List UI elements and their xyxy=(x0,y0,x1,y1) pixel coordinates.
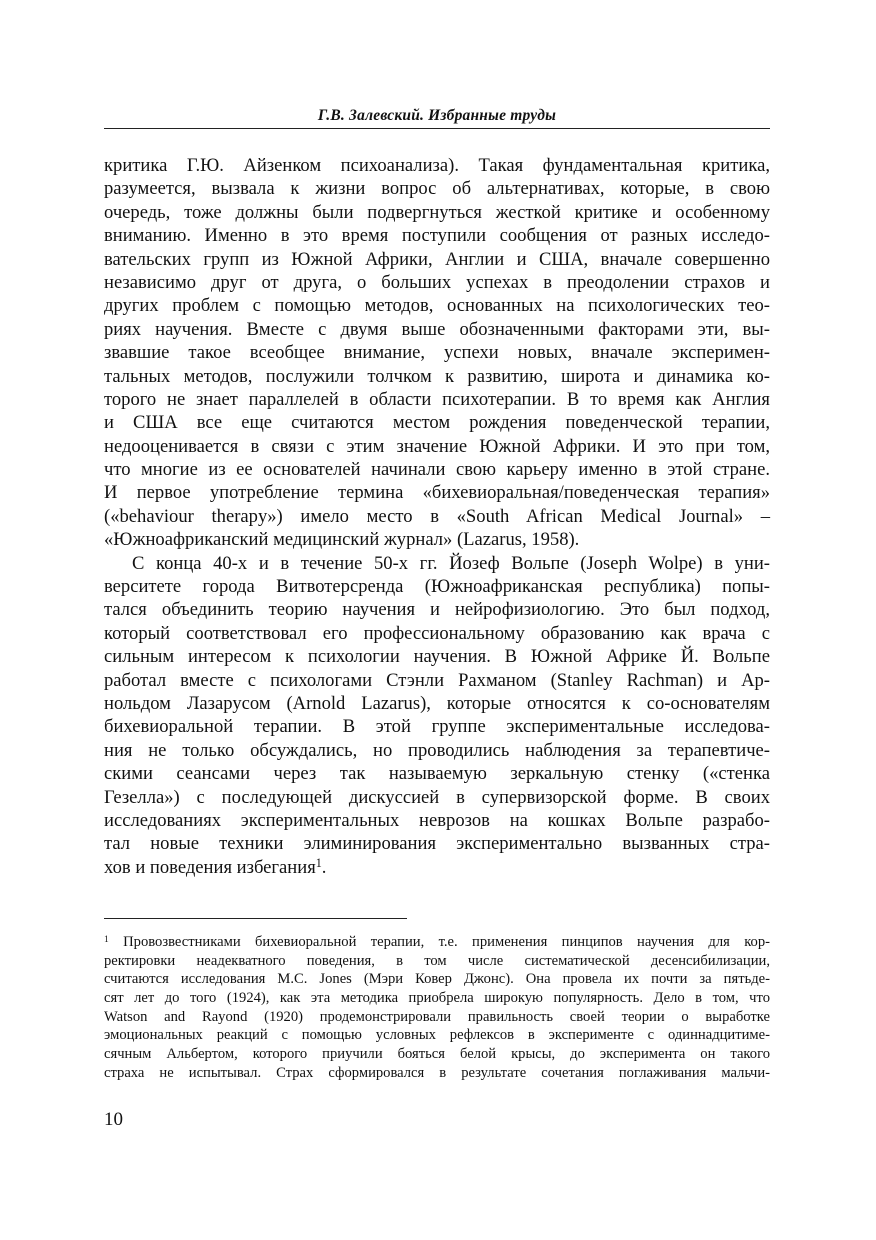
footnote-line: эмоциональных реакций с помощью условных рефлексов в эксперименте с одиннадцитиме- xyxy=(104,1027,770,1044)
text-line: недооценивается в связи с этим значение Южной Африки. И это при том, xyxy=(104,435,770,457)
footnote-line: страха не испытывал. Страх сформировался в результате сочетания поглаживания мальчи- xyxy=(104,1064,770,1081)
footnote-marker: 1 xyxy=(104,934,109,945)
text-line: вниманию. Именно в это время поступили сообщения от разных исследо- xyxy=(104,225,770,247)
text-line: скими сеансами через так называемую зеркальную стенку («стенка xyxy=(104,763,770,785)
text-line: вательских групп из Южной Африки, Англии и США, вначале совершенно xyxy=(104,248,770,270)
paragraph-1 xyxy=(104,154,770,552)
text-line: звавшие такое всеобщее внимание, успехи новых, вначале эксперимен- xyxy=(104,342,770,364)
text-line-content: хов и поведения избегания xyxy=(104,856,316,878)
text-line: И первое употребление термина «бихевиоральная/поведенческая терапия» xyxy=(104,482,770,504)
text-line xyxy=(104,856,770,879)
text-line: бихевиоральной терапии. В этой группе экспериментальные исследова- xyxy=(104,716,770,738)
footnote-reference[interactable]: 1 xyxy=(315,856,322,871)
footnote-line: Watson and Rayond (1920) продемонстрировали правильность своей теории о выработке xyxy=(104,1008,770,1025)
text-line: Гезелла») с последующей дискуссией в супервизорской форме. В своих xyxy=(104,786,770,808)
text-line: тал новые техники элиминирования экспериментально вызванных стра- xyxy=(104,833,770,855)
text-line: который соответствовал его профессиональному образованию как врача с xyxy=(104,622,770,644)
text-line: тался объединить теорию научения и нейрофизиологию. Это был подход, xyxy=(104,599,770,621)
text-line: верситете города Витвотерсренда (Южноафриканская республика) попы- xyxy=(104,576,770,598)
text-line: работал вместе с психологами Стэнли Рахманом (Stanley Rachman) и Ар- xyxy=(104,669,770,691)
text-line: ния не только обсуждались, но проводились наблюдения за терапевтиче- xyxy=(104,739,770,761)
footnote-line: сячным Альбертом, которого приучили бояться белой крысы, до эксперимента он такого xyxy=(104,1046,770,1063)
text-line: и США все еще считаются местом рождения поведенческой терапии, xyxy=(104,412,770,434)
footnote-line: сят лет до того (1924), как эта методика приобрела широкую популярность. Дело в том, что xyxy=(104,990,770,1007)
text-line: что многие из ее основателей начинали свою карьеру именно в этой стране. xyxy=(104,459,770,481)
paragraph-2 xyxy=(104,552,770,879)
text-line: исследованиях экспериментальных неврозов на кошках Вольпе разрабо- xyxy=(104,809,770,831)
footnote-line: считаются исследования M.C. Jones (Мэри Ковер Джонс). Она провела их почти за пятьде- xyxy=(104,971,770,988)
text-line: нольдом Лазарусом (Arnold Lazarus), которые относятся к со-основателям xyxy=(104,692,770,714)
footnote xyxy=(104,933,770,1083)
footnote-rule xyxy=(104,918,407,919)
header-rule xyxy=(104,128,770,129)
text-line: торого не знает параллелей в области психотерапии. В то время как Англия xyxy=(104,388,770,410)
text-line: «Южноафриканский медицинский журнал» (Lazarus, 1958). xyxy=(104,529,580,551)
text-line: риях научения. Вместе с двумя выше обозначенными факторами эти, вы- xyxy=(104,318,770,340)
page-number: 10 xyxy=(104,1109,123,1130)
text-line: тальных методов, послужили толчком к развитию, широта и динамика ко- xyxy=(104,365,770,387)
text-line: («behaviour therapy») имело место в «South African Medical Journal» – xyxy=(104,505,770,527)
text-line: С конца 40-х и в течение 50-х гг. Йозеф Вольпе (Joseph Wolpe) в уни- xyxy=(132,552,770,574)
text-line: критика Г.Ю. Айзенком психоанализа). Такая фундаментальная критика, xyxy=(104,155,770,176)
text-line: очередь, тоже должны были подвергнуться жесткой критике и особенному xyxy=(104,201,770,223)
running-header: Г.В. Залевский. Избранные труды xyxy=(317,107,557,124)
text-line: других проблем с помощью методов, основанных на психологических тео- xyxy=(104,295,770,317)
footnote-line-text: Провозвестниками бихевиоральной терапии, т.е. применения пинципов научения для кор- xyxy=(123,934,771,950)
footnote-line xyxy=(104,933,770,952)
text-line: независимо друг от друга, о больших успехах в преодолении страхов и xyxy=(104,271,770,293)
footnote-line: ректировки неадекватного поведения, в том числе систематической десенсибилизации, xyxy=(104,952,770,969)
sentence-end-period: . xyxy=(321,856,327,878)
text-line: разумеется, вызвала к жизни вопрос об альтернативах, которые, в свою xyxy=(104,178,770,200)
main-text xyxy=(104,154,770,879)
text-line: сильным интересом к психологии научения. В Южной Африке Й. Вольпе xyxy=(104,646,770,668)
